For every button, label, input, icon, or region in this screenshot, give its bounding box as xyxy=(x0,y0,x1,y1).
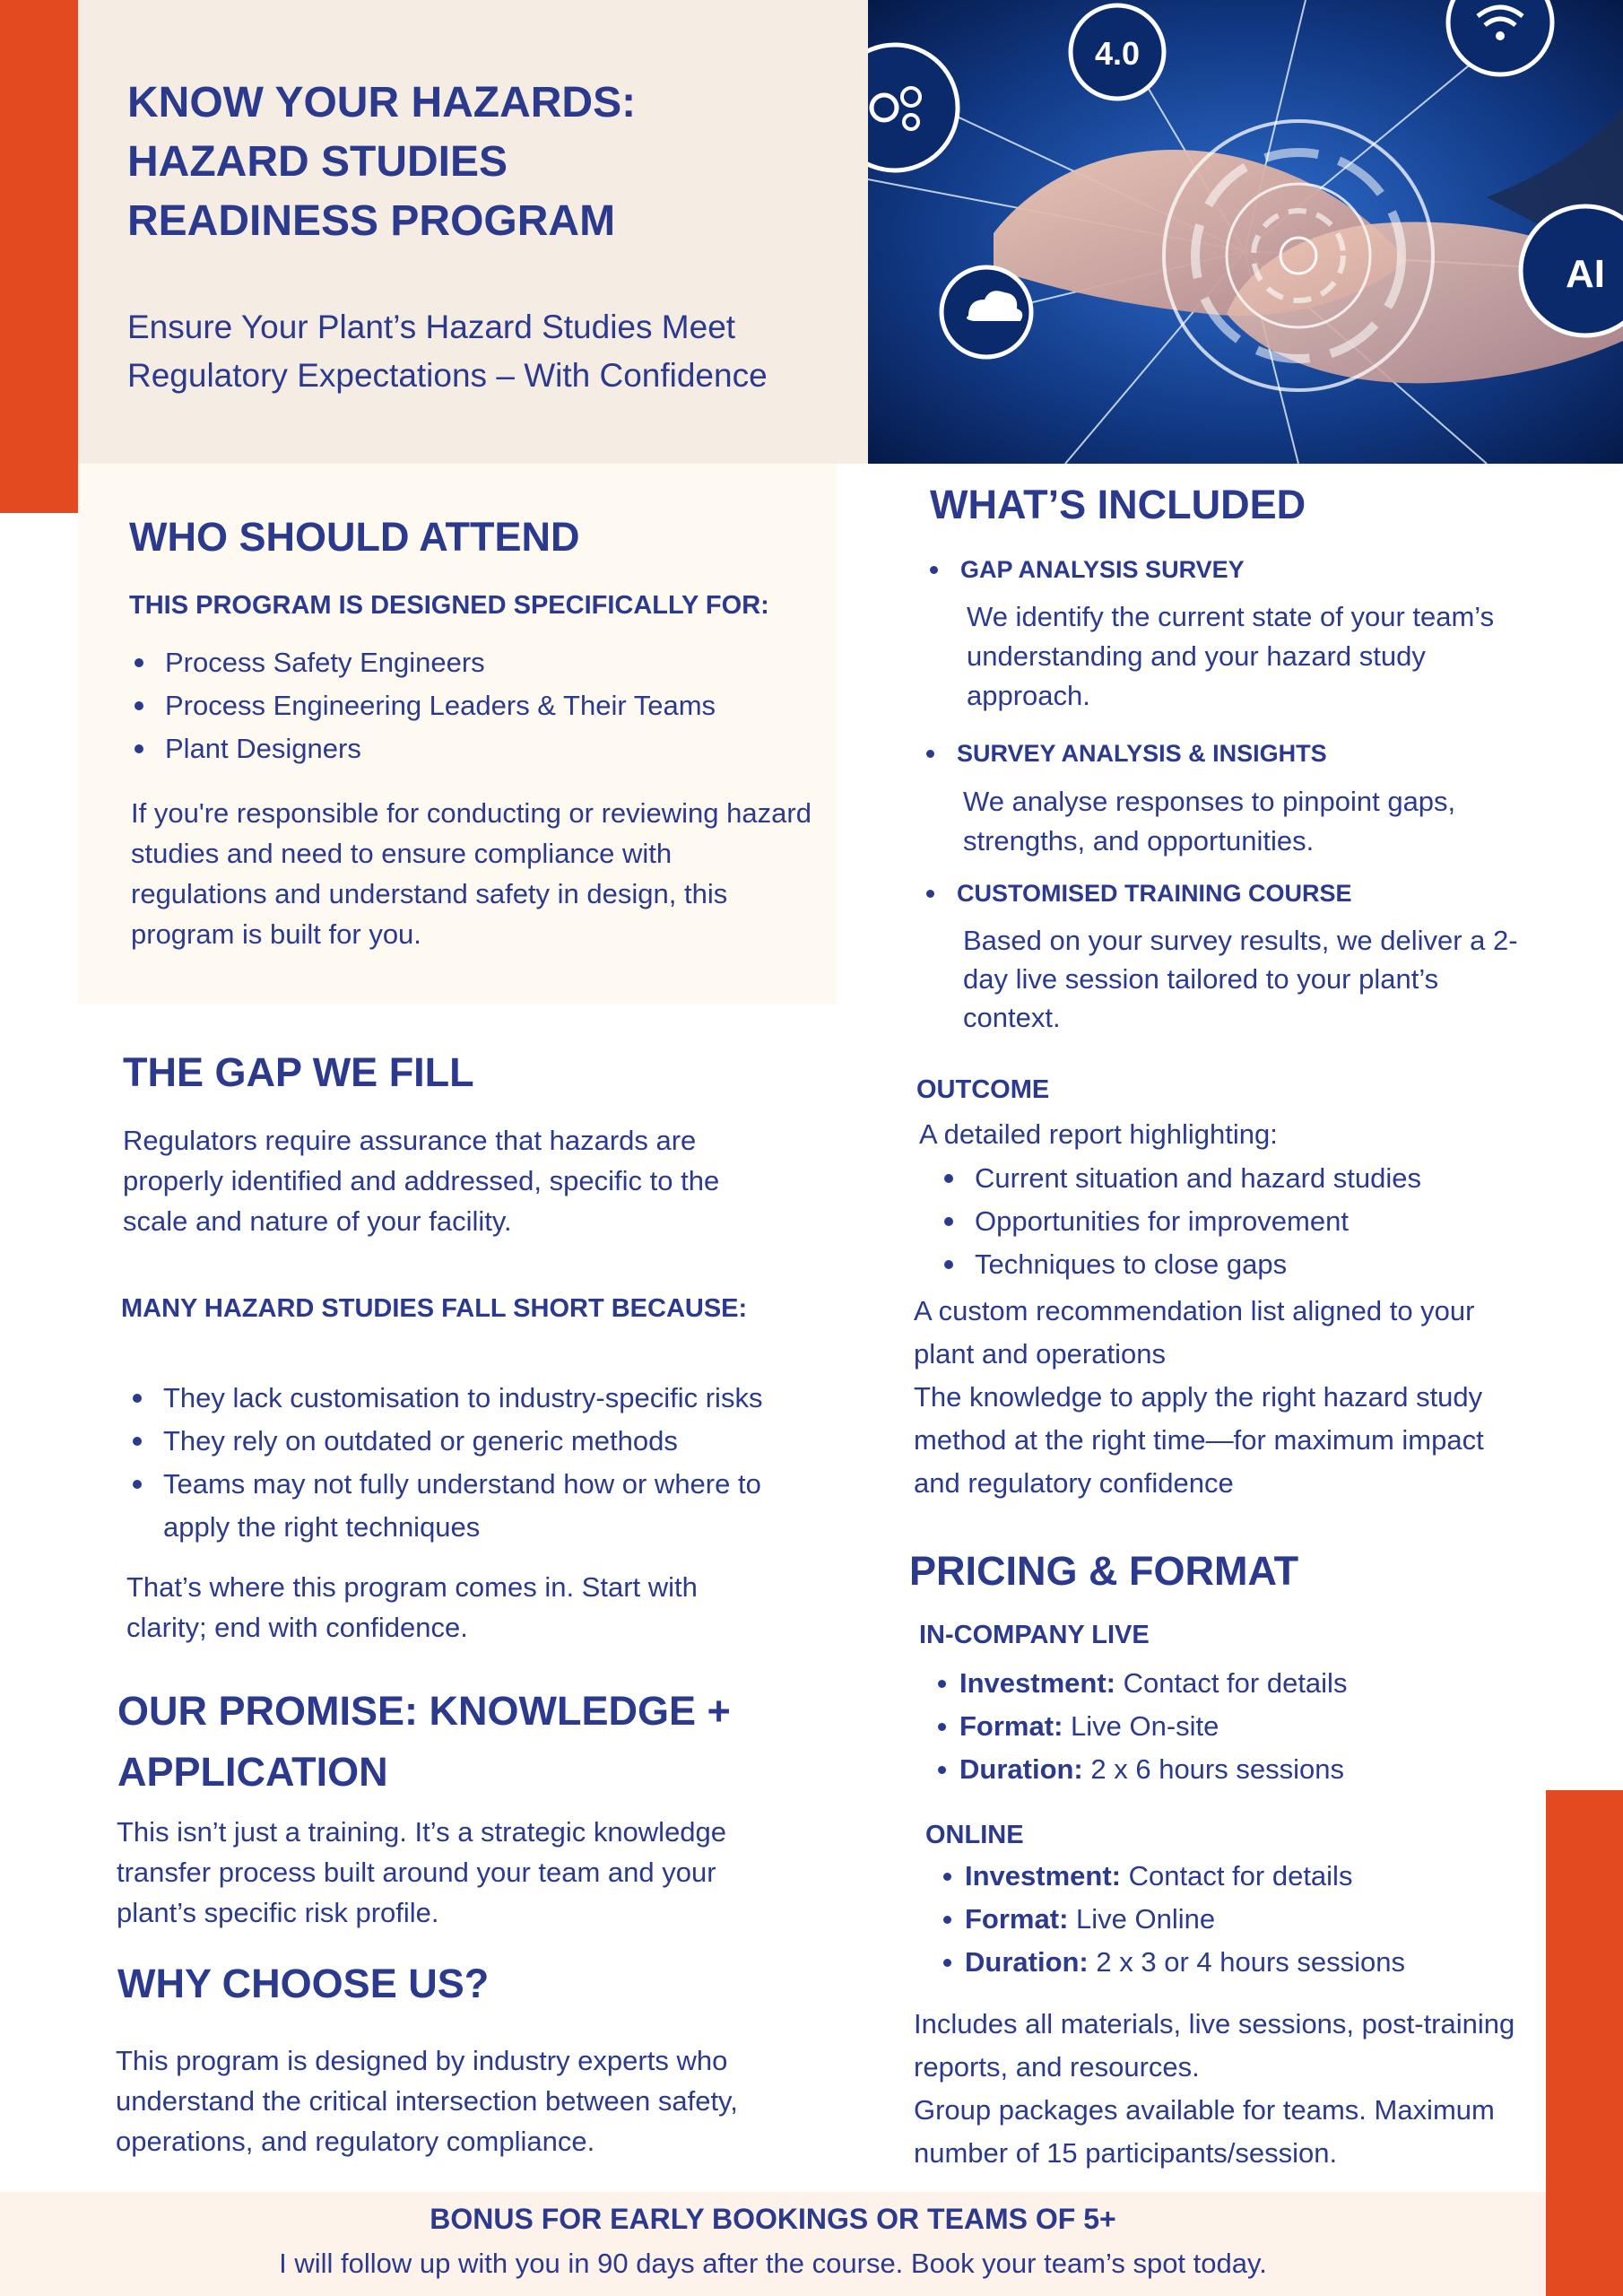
page-title xyxy=(127,74,845,251)
list-item: Current situation and hazard studies xyxy=(939,1157,1531,1200)
title-line: KNOW YOUR HAZARDS: xyxy=(127,79,637,126)
hero-image xyxy=(868,0,1623,464)
list-item: Opportunities for improvement xyxy=(939,1200,1531,1243)
item-value: Contact for details xyxy=(1115,1667,1348,1699)
bonus-text: I will follow up with you in 90 days after the course. Book your team’s spot today. xyxy=(279,2248,1267,2279)
list-item: Process Engineering Leaders & Their Teams xyxy=(129,684,829,727)
section-heading-promise: OUR PROMISE: KNOWLEDGE + APPLICATION xyxy=(117,1688,731,1795)
pricing-in-company-heading: IN-COMPANY LIVE xyxy=(919,1621,1150,1649)
gap-closing: That’s where this program comes in. Start with clarity; end with confidence. xyxy=(126,1571,698,1643)
svg-text:AI: AI xyxy=(1566,252,1605,296)
cloud-icon xyxy=(942,267,1031,357)
outcome-heading: OUTCOME xyxy=(916,1075,1050,1104)
included-item-desc: We identify the current state of your team’s understanding and your hazard study approach. xyxy=(967,601,1495,711)
list-item: Plant Designers xyxy=(129,727,829,770)
outcome-list xyxy=(939,1157,1531,1286)
outcome-para-2: The knowledge to apply the right hazard study method at the right time—for maximum impact and regulatory confidence xyxy=(914,1381,1484,1499)
section-heading-included: WHAT’S INCLUDED xyxy=(930,482,1306,527)
handshake-tech-illustration xyxy=(868,0,1623,464)
included-item-title: GAP ANALYSIS SURVEY xyxy=(928,553,1556,586)
included-item-desc: Based on your survey results, we deliver a 2-day live session tailored to your plant’s context. xyxy=(963,925,1518,1033)
pricing-note-2: Group packages available for teams. Maximum number of 15 participants/session. xyxy=(914,2094,1495,2169)
item-value: 2 x 6 hours sessions xyxy=(1082,1753,1344,1785)
item-label: Format: xyxy=(959,1710,1063,1742)
item-value: Contact for details xyxy=(1120,1860,1353,1892)
gap-intro: Regulators require assurance that hazards are properly identified and addressed, specific to the scale and nature of your facility. xyxy=(123,1125,720,1237)
included-item xyxy=(924,877,1552,909)
list-item xyxy=(940,1898,1546,1941)
item-label: Format: xyxy=(965,1903,1069,1935)
outcome-para-1: A custom recommendation list aligned to your plant and operations xyxy=(914,1295,1475,1370)
item-label: Investment: xyxy=(965,1860,1121,1892)
item-value: Live Online xyxy=(1068,1903,1216,1935)
item-label: Duration: xyxy=(959,1753,1083,1785)
subtitle-line: Regulatory Expectations – With Confidence xyxy=(127,357,768,394)
list-item: Teams may not fully understand how or where to apply the right techniques xyxy=(127,1463,809,1549)
section-heading-pricing: PRICING & FORMAT xyxy=(909,1548,1299,1594)
list-item xyxy=(940,1855,1546,1898)
attend-list xyxy=(129,641,829,770)
list-item: Process Safety Engineers xyxy=(129,641,829,684)
list-item xyxy=(934,1705,1544,1748)
subtitle-line: Ensure Your Plant’s Hazard Studies Meet xyxy=(127,309,736,345)
section-heading-attend: WHO SHOULD ATTEND xyxy=(129,514,580,560)
list-item xyxy=(934,1748,1544,1791)
outcome-intro: A detailed report highlighting: xyxy=(919,1118,1278,1150)
why-body: This program is designed by industry experts who understand the critical intersection between safety, operations, and regulatory compliance. xyxy=(116,2045,738,2157)
accent-bar-top-left xyxy=(0,0,78,513)
pricing-in-company-list xyxy=(934,1662,1544,1791)
list-item: They rely on outdated or generic methods xyxy=(127,1420,809,1463)
included-item-desc: We analyse responses to pinpoint gaps, strengths, and opportunities. xyxy=(963,786,1456,857)
gap-list xyxy=(127,1377,809,1549)
included-item xyxy=(924,737,1552,770)
included-item-title: SURVEY ANALYSIS & INSIGHTS xyxy=(924,737,1552,770)
included-item xyxy=(928,553,1556,586)
attend-subheading: THIS PROGRAM IS DESIGNED SPECIFICALLY FOR: xyxy=(129,591,769,620)
title-line: READINESS PROGRAM xyxy=(127,197,616,245)
title-line: HAZARD STUDIES xyxy=(127,138,508,186)
included-item-title: CUSTOMISED TRAINING COURSE xyxy=(924,877,1552,909)
list-item xyxy=(940,1941,1546,1984)
list-item: They lack customisation to industry-specific risks xyxy=(127,1377,809,1420)
section-heading-gap: THE GAP WE FILL xyxy=(123,1049,474,1095)
badge-40-icon xyxy=(1071,5,1164,99)
pricing-online-heading: ONLINE xyxy=(925,1821,1024,1849)
item-label: Duration: xyxy=(965,1946,1089,1978)
section-heading-why: WHY CHOOSE US? xyxy=(117,1961,490,2006)
promise-body: This isn’t just a training. It’s a strategic knowledge transfer process built around your team and your plant’s specific risk profile. xyxy=(117,1816,727,1928)
list-item: Techniques to close gaps xyxy=(939,1243,1531,1286)
item-value: 2 x 3 or 4 hours sessions xyxy=(1088,1946,1405,1978)
svg-text:4.0: 4.0 xyxy=(1094,35,1141,72)
attend-body: If you're responsible for conducting or reviewing hazard studies and need to ensure compliance with regulations and understand safety in design, this program is built for you. xyxy=(131,797,812,950)
gap-subheading: MANY HAZARD STUDIES FALL SHORT BECAUSE: xyxy=(121,1294,748,1323)
accent-bar-bottom-right xyxy=(1546,1790,1623,2296)
page-subtitle xyxy=(127,303,845,400)
item-label: Investment: xyxy=(959,1667,1115,1699)
pricing-online-list xyxy=(940,1855,1546,1984)
item-value: Live On-site xyxy=(1063,1710,1219,1742)
bonus-title: BONUS FOR EARLY BOOKINGS OR TEAMS OF 5+ xyxy=(430,2203,1116,2235)
list-item xyxy=(934,1662,1544,1705)
pricing-note-1: Includes all materials, live sessions, post-training reports, and resources. xyxy=(914,2008,1515,2083)
